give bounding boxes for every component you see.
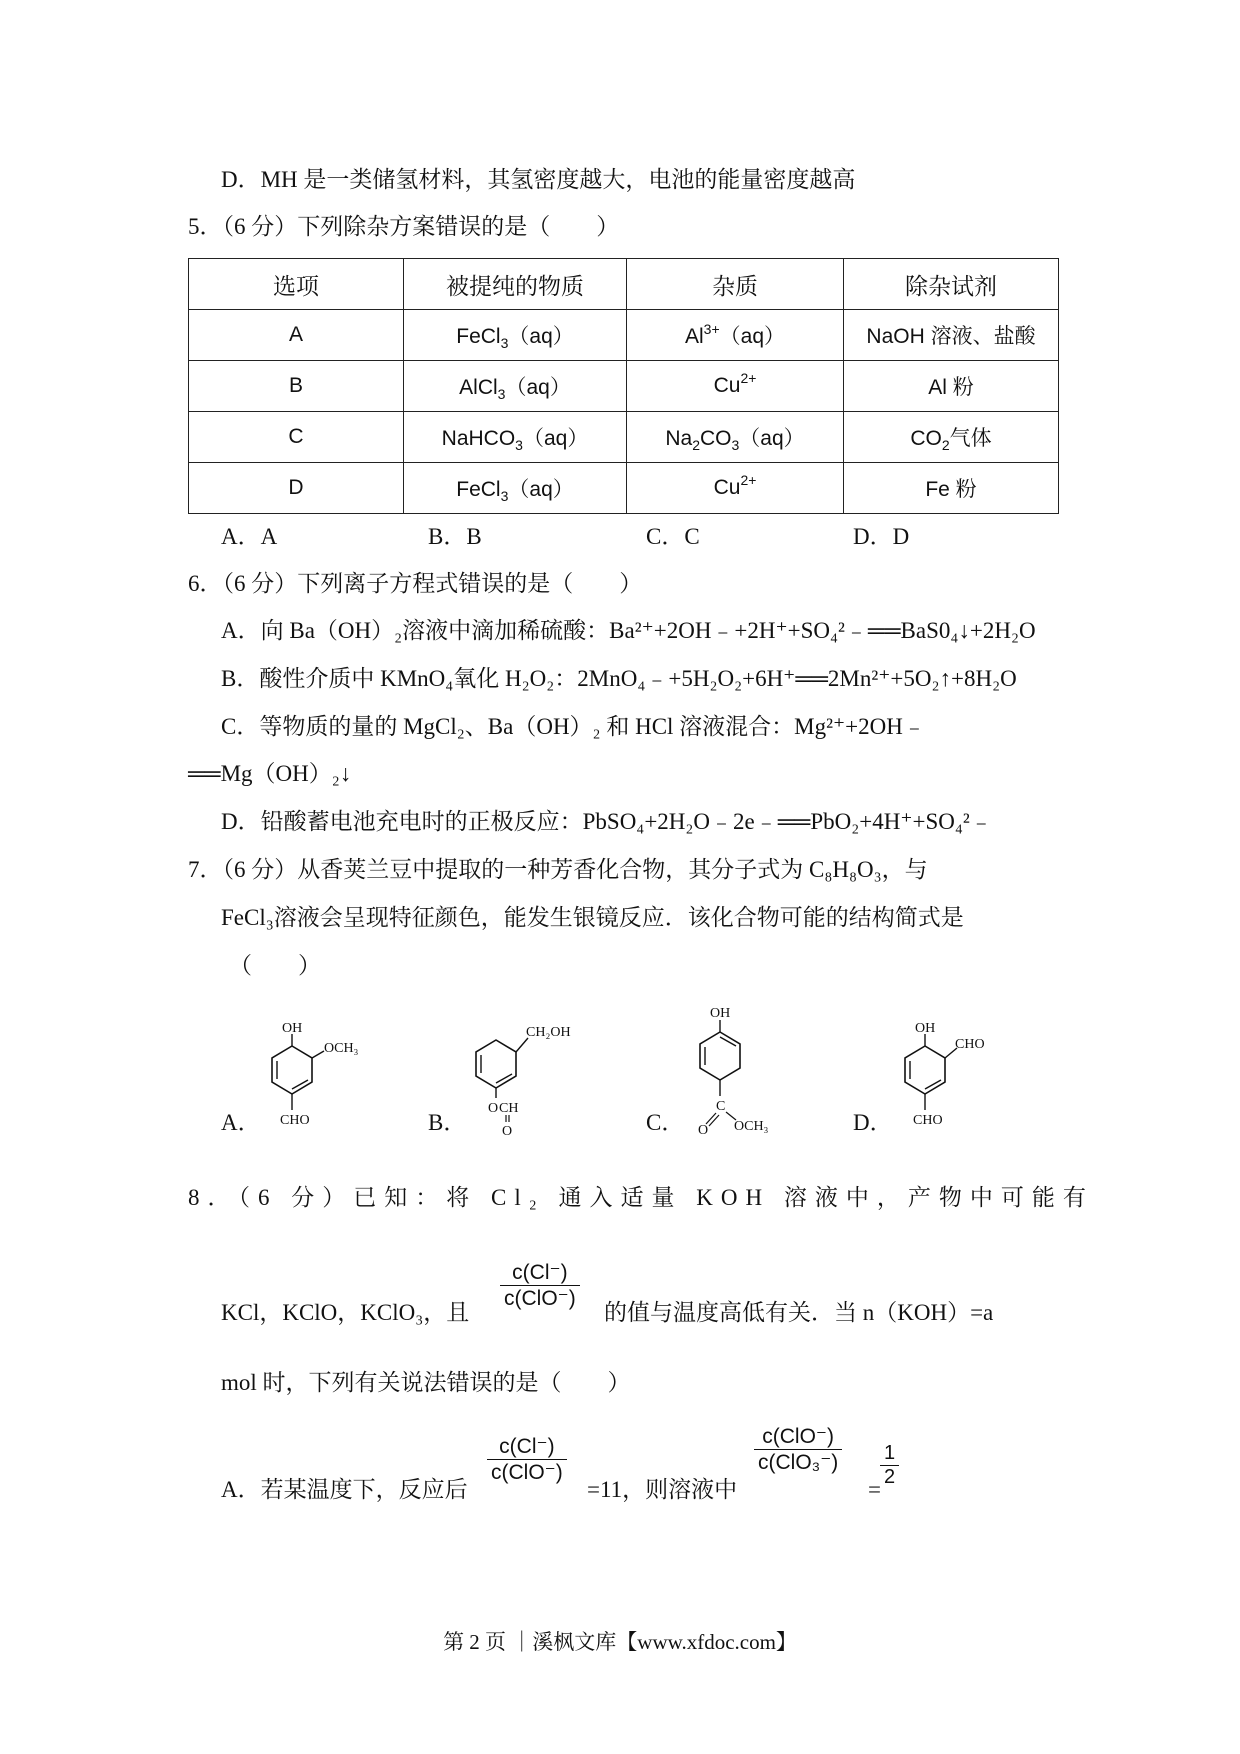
q4-option-d: D．MH 是一类储氢材料，其氢密度越大，电池的能量密度越高: [221, 167, 856, 192]
header-reagent: 除杂试剂: [844, 259, 1059, 310]
row-impurity: $Al^{3+}(aq)$: [627, 310, 844, 361]
header-substance: 被提纯的物质: [404, 259, 627, 310]
q5-answer-c: C．C: [646, 524, 700, 549]
q7-option-d-label: D．: [853, 1110, 893, 1135]
table-row: [189, 310, 1059, 361]
header-impurity: 杂质: [627, 259, 844, 310]
q7-structure-a: [250, 1018, 380, 1138]
fraction-denominator: c(ClO⁻): [487, 1459, 567, 1485]
ester-c-label: C: [716, 1099, 726, 1114]
table-header-row: [189, 259, 1059, 310]
q5-answer-d: D．D: [853, 524, 910, 549]
q6-option-d: D．铅酸蓄电池充电时的正极反应：PbSO₄+2H₂O﹣2e﹣══PbO₂+4H⁺+SO₄²﹣: [221, 809, 993, 834]
q6-stem: 6．（6 分）下列离子方程式错误的是（ ）: [188, 571, 643, 596]
row-substance: FeCl$_3$（aq）: [404, 463, 627, 514]
row-impurity: $Cu^{2+}$: [627, 361, 844, 412]
fraction-numerator: c(Cl⁻): [512, 1261, 568, 1284]
q7-structure-d: [885, 1018, 1015, 1138]
q8-option-a-equals: =: [868, 1477, 881, 1502]
oh-label: OH: [915, 1021, 936, 1036]
q7-stem-line1: 7．（6 分）从香荚兰豆中提取的一种芳香化合物，其分子式为 C₈H₈O₃，与: [188, 857, 928, 882]
q7-option-a-label: A．: [221, 1110, 261, 1135]
ester-o-label: O: [698, 1123, 709, 1137]
q8-fraction-cl-clo: [500, 1260, 580, 1311]
table-row: [189, 412, 1059, 463]
row-reagent: $CO_2$气体: [844, 412, 1059, 463]
q6-option-a: A．向 Ba（OH）₂溶液中滴加稀硫酸：Ba²⁺+2OH﹣+2H⁺+SO₄²﹣══BaS0₄↓+2H₂O: [221, 618, 1036, 643]
q8-option-a-mid: =11，则溶液中: [587, 1477, 738, 1502]
fraction-numerator: 1: [884, 1442, 896, 1464]
ch2oh-label: CH₂OH: [526, 1025, 571, 1040]
q8-stem-line1: 8．（6 分）已知：将 Cl₂ 通入适量 KOH 溶液中，产物中可能有: [188, 1185, 1094, 1210]
q8-stem-line2a: KCl，KClO，KClO₃，且: [221, 1300, 470, 1325]
carbonyl-o-label: O: [502, 1124, 513, 1139]
q6-option-c-line1: C．等物质的量的 MgCl₂、Ba（OH）₂ 和 HCl 溶液混合：Mg²⁺+2OH﹣: [221, 714, 926, 739]
row-substance: FeCl$_3$（aq）: [404, 310, 627, 361]
fraction-denominator: c(ClO⁻): [500, 1285, 580, 1311]
row-impurity: $Cu^{2+}$: [627, 463, 844, 514]
q7-option-b-label: B．: [428, 1110, 467, 1135]
q7-structure-c: [680, 1002, 810, 1137]
row-option: A: [189, 310, 404, 361]
q7-option-c-label: C．: [646, 1110, 685, 1135]
q8-stem-line2b: 的值与温度高低有关．当 n（KOH）=a: [604, 1300, 994, 1325]
q8-option-a-fraction-2: [754, 1424, 842, 1475]
page-footer: 第 2 页 ｜溪枫文库【www.xfdoc.com】: [443, 1630, 797, 1654]
q8-stem-line3: mol 时，下列有关说法错误的是（ ）: [221, 1370, 631, 1395]
row-reagent: Al 粉: [844, 361, 1059, 412]
q7-structure-b: [462, 1010, 592, 1140]
row-reagent: Fe 粉: [844, 463, 1059, 514]
q8-option-a-fraction-1: [487, 1434, 567, 1485]
table-row: [189, 361, 1059, 412]
q5-options-table: [188, 258, 1059, 514]
cho-label: CHO: [280, 1113, 310, 1128]
q7-stem-line3: （ ）: [229, 953, 321, 978]
row-option: B: [189, 361, 404, 412]
header-option: 选项: [189, 259, 404, 310]
row-substance: NaHCO$_3$（aq）: [404, 412, 627, 463]
cho-label-bottom: CHO: [913, 1113, 943, 1128]
table-row: [189, 463, 1059, 514]
row-reagent: NaOH 溶液、盐酸: [844, 310, 1059, 361]
q7-stem-line2: FeCl₃溶液会呈现特征颜色，能发生银镜反应．该化合物可能的结构简式是: [221, 905, 964, 930]
oh-label: OH: [710, 1006, 731, 1021]
q8-option-a-pre: A．若某温度下，反应后: [221, 1477, 468, 1502]
q6-option-b: B．酸性介质中 KMnO₄氧化 H₂O₂：2MnO₄﹣+5H₂O₂+6H⁺══2Mn²⁺+5O₂↑+8H₂O: [221, 666, 1017, 691]
row-impurity: $Na_2CO_3(aq)$: [627, 412, 844, 463]
oh-label: OH: [282, 1021, 303, 1036]
och3-label: OCH₃: [734, 1119, 769, 1134]
fraction-denominator: c(ClO₃⁻): [754, 1449, 842, 1475]
q8-option-a-half: [880, 1442, 899, 1489]
row-option: D: [189, 463, 404, 514]
fraction-numerator: c(ClO⁻): [762, 1425, 835, 1448]
fraction-denominator: 2: [880, 1465, 899, 1489]
och-label-ch: CH: [499, 1101, 519, 1116]
q5-answer-b: B．B: [428, 524, 482, 549]
cho-label-top: CHO: [955, 1037, 985, 1052]
row-option: C: [189, 412, 404, 463]
q6-option-c-line2: ══Mg（OH）₂↓: [188, 761, 352, 786]
och-label-o: O: [488, 1101, 499, 1116]
q5-answer-a: A．A: [221, 524, 278, 549]
q5-stem: 5．（6 分）下列除杂方案错误的是（ ）: [188, 214, 620, 239]
fraction-numerator: c(Cl⁻): [499, 1435, 555, 1458]
och3-label: OCH₃: [324, 1041, 359, 1056]
row-substance: AlCl$_3$（aq）: [404, 361, 627, 412]
